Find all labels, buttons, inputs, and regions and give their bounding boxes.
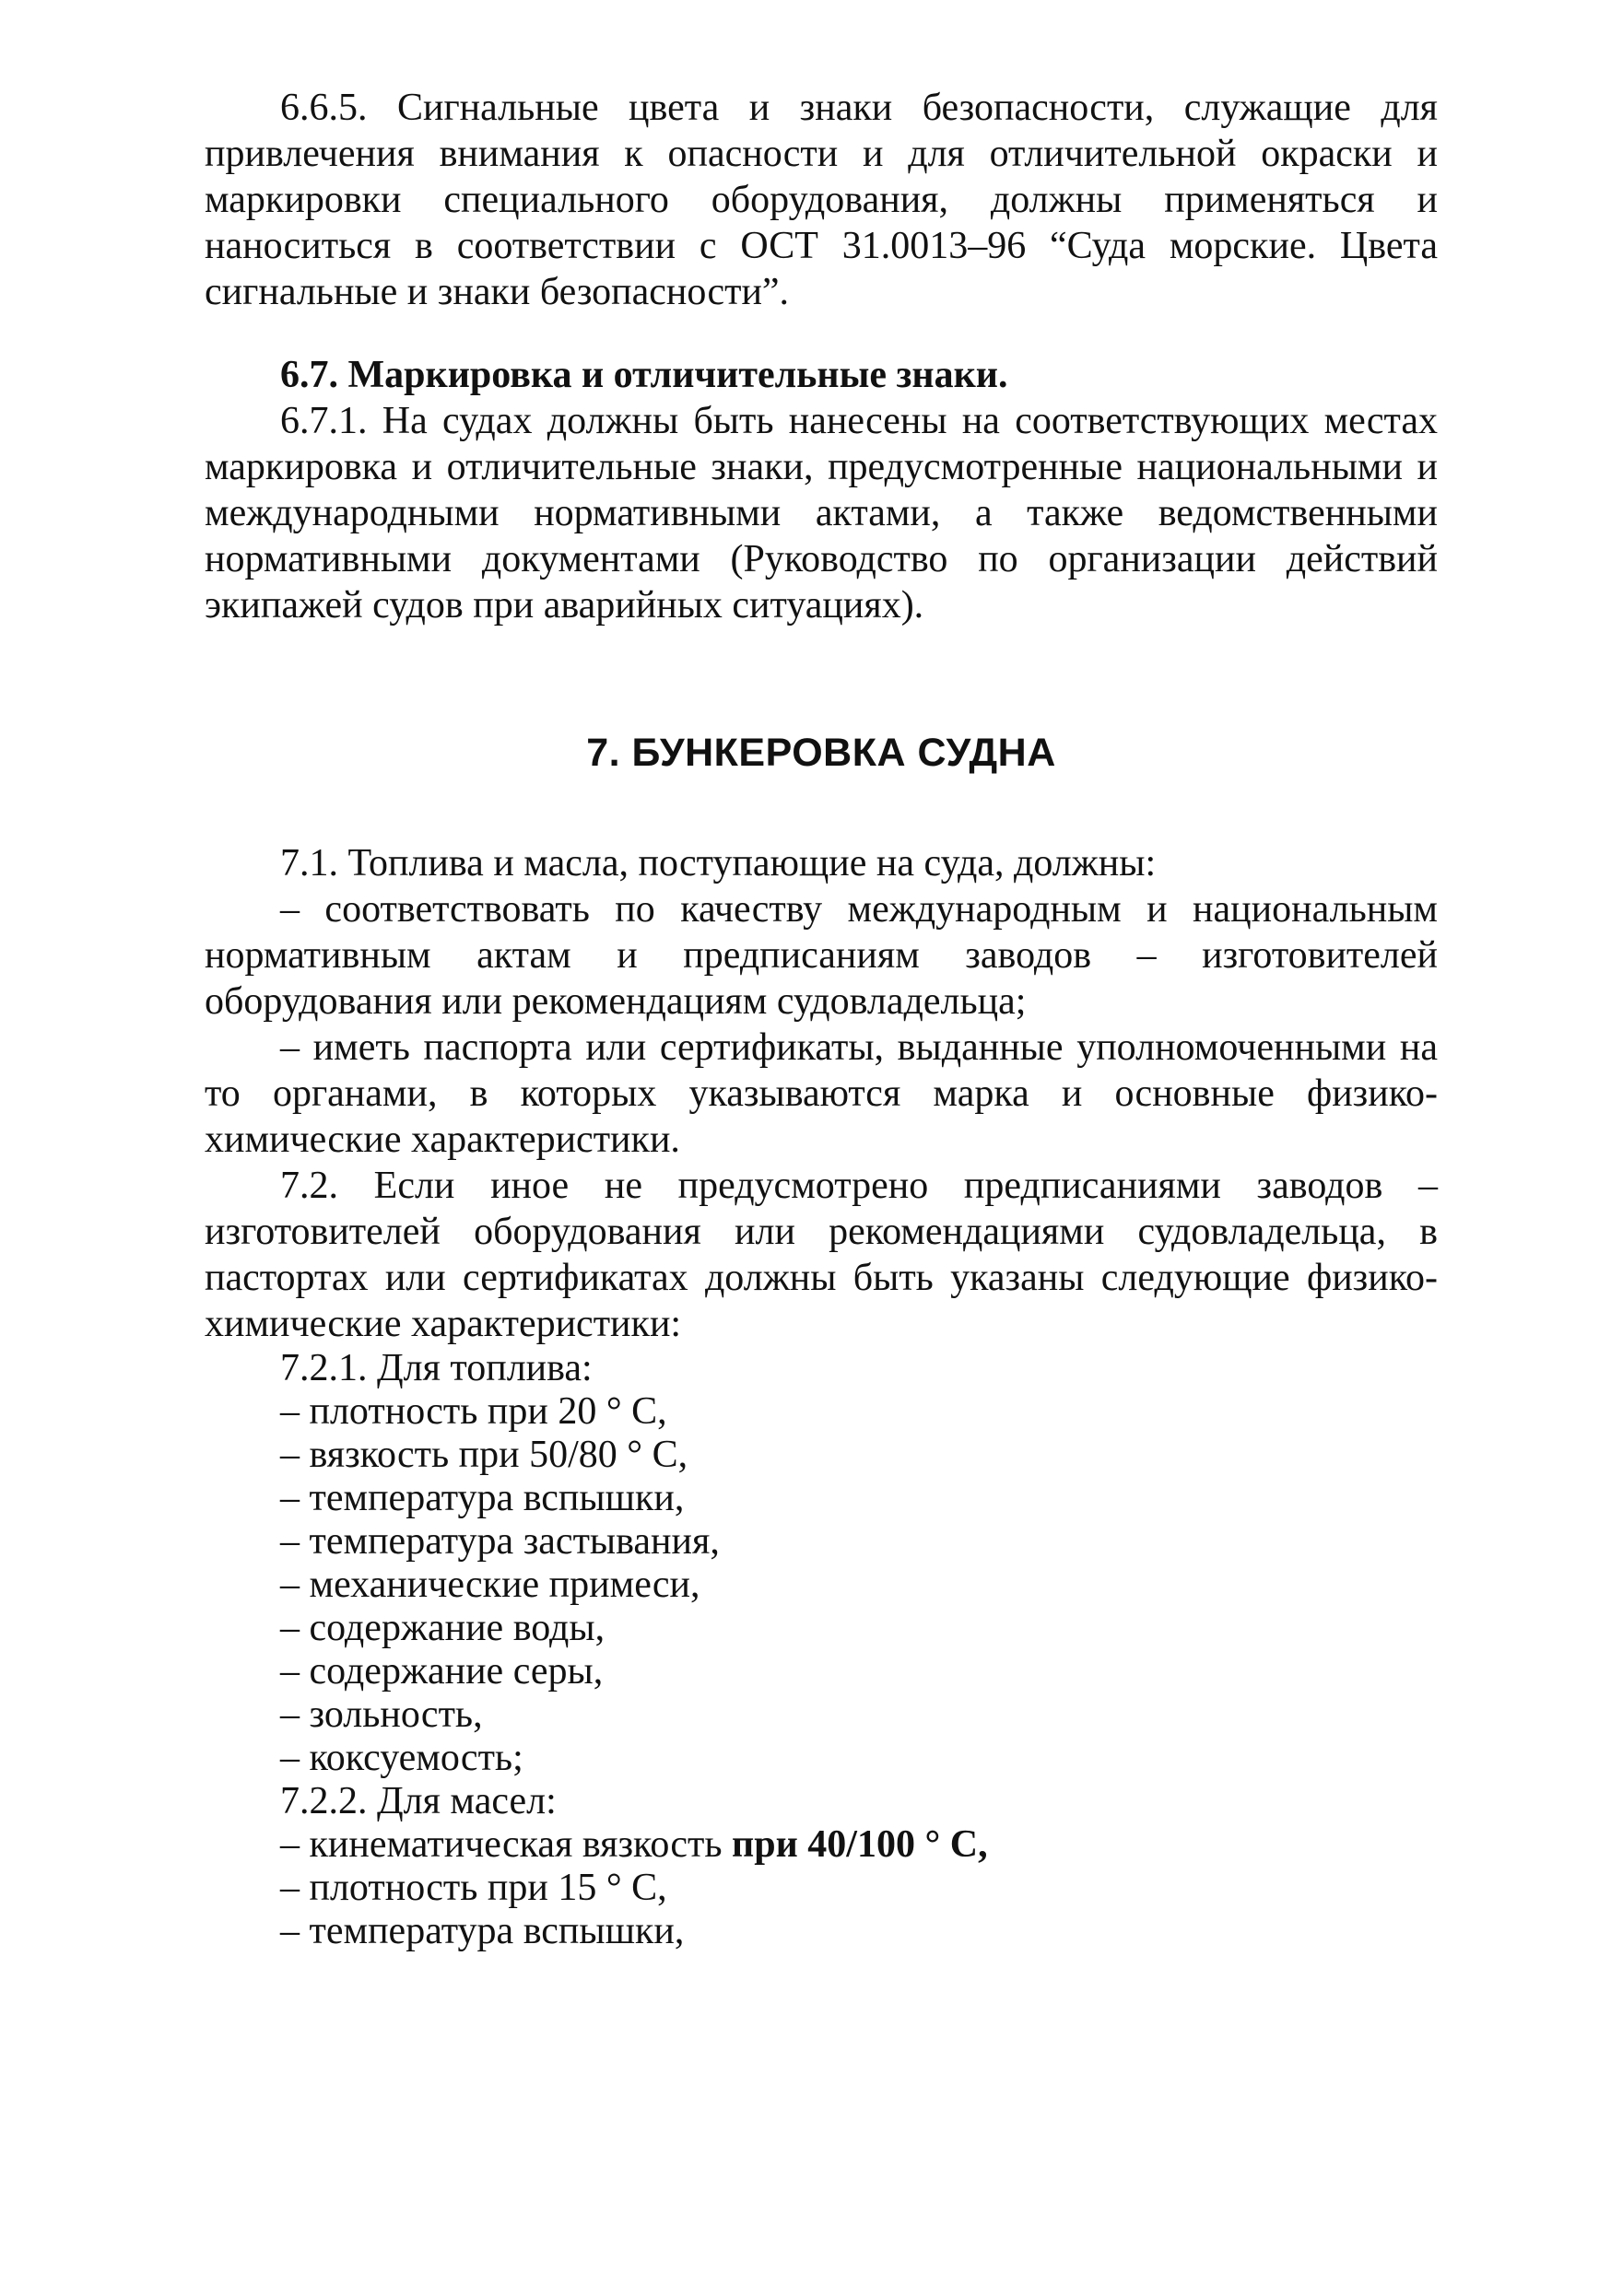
- fuel-list-item: – коксуемость;: [280, 1737, 523, 1779]
- fuel-subheading: 7.2.1. Для топлива:: [280, 1347, 593, 1389]
- fuel-list-item: – температура вспышки,: [280, 1477, 685, 1519]
- fuel-list-item: – содержание серы,: [280, 1650, 604, 1693]
- spacer: [205, 628, 1438, 730]
- oil-list-item: – плотность при 15 ° С,: [280, 1867, 667, 1909]
- document-page: [205, 85, 1438, 1953]
- fuel-list-item: – механические примеси,: [280, 1564, 700, 1606]
- section-heading-6-7: 6.7. Маркировка и отличительные знаки.: [280, 354, 1008, 396]
- fuel-list-item: – содержание воды,: [280, 1607, 606, 1649]
- oil-list-item: [205, 1823, 1438, 1867]
- paragraph-7-2: 7.2. Если иное не предусмотрено предписаниями заводов – изготовителей оборудования или рекомендациями судовладельца, в пастортах или сертификатах должны быть указаны следующие физико-химические характеристики:: [205, 1165, 1438, 1345]
- oil-subheading: 7.2.2. Для масел:: [280, 1780, 557, 1822]
- paragraph-7-1: 7.1. Топлива и масла, поступающие на суда, должны:: [280, 842, 1157, 884]
- oil-item-text-bold: при 40/100 ° С,: [732, 1823, 988, 1866]
- fuel-list-item: – вязкость при 50/80 ° С,: [280, 1434, 688, 1476]
- fuel-list-item: – плотность при 20 ° С,: [280, 1390, 667, 1433]
- fuel-list-item: – температура застывания,: [280, 1520, 720, 1563]
- oil-item-text: – кинематическая вязкость: [280, 1823, 733, 1866]
- paragraph-7-1-item-certificates: – иметь паспорта или сертификаты, выданные уполномоченными на то органами, в которых указываются марка и основные физико-химические характеристики.: [205, 1026, 1438, 1161]
- fuel-list-item: – зольность,: [280, 1693, 483, 1736]
- oil-list-item: – температура вспышки,: [280, 1910, 685, 1952]
- spacer: [205, 315, 1438, 352]
- spacer: [205, 776, 1438, 840]
- paragraph-6-6-5: 6.6.5. Сигнальные цвета и знаки безопасности, служащие для привлечения внимания к опасности и для отличительной окраски и маркировки специального оборудования, должны применяться и наноситься в соответствии с ОСТ 31.0013–96 “Суда морские. Цвета сигнальные и знаки безопасности”.: [205, 87, 1438, 313]
- paragraph-6-7-1: 6.7.1. На судах должны быть нанесены на соответствующих местах маркировка и отличительные знаки, предусмотренные национальными и международными нормативными актами, а также ведомственными нормативными документами (Руководство по организации действий экипажей судов при аварийных ситуациях).: [205, 400, 1438, 627]
- chapter-title: 7. БУНКЕРОВКА СУДНА: [586, 731, 1056, 775]
- paragraph-7-1-item-quality: – соответствовать по качеству международным и национальным нормативным актам и предписаниям заводов – изготовителей оборудования или рекомендациям судовладельца;: [205, 888, 1438, 1023]
